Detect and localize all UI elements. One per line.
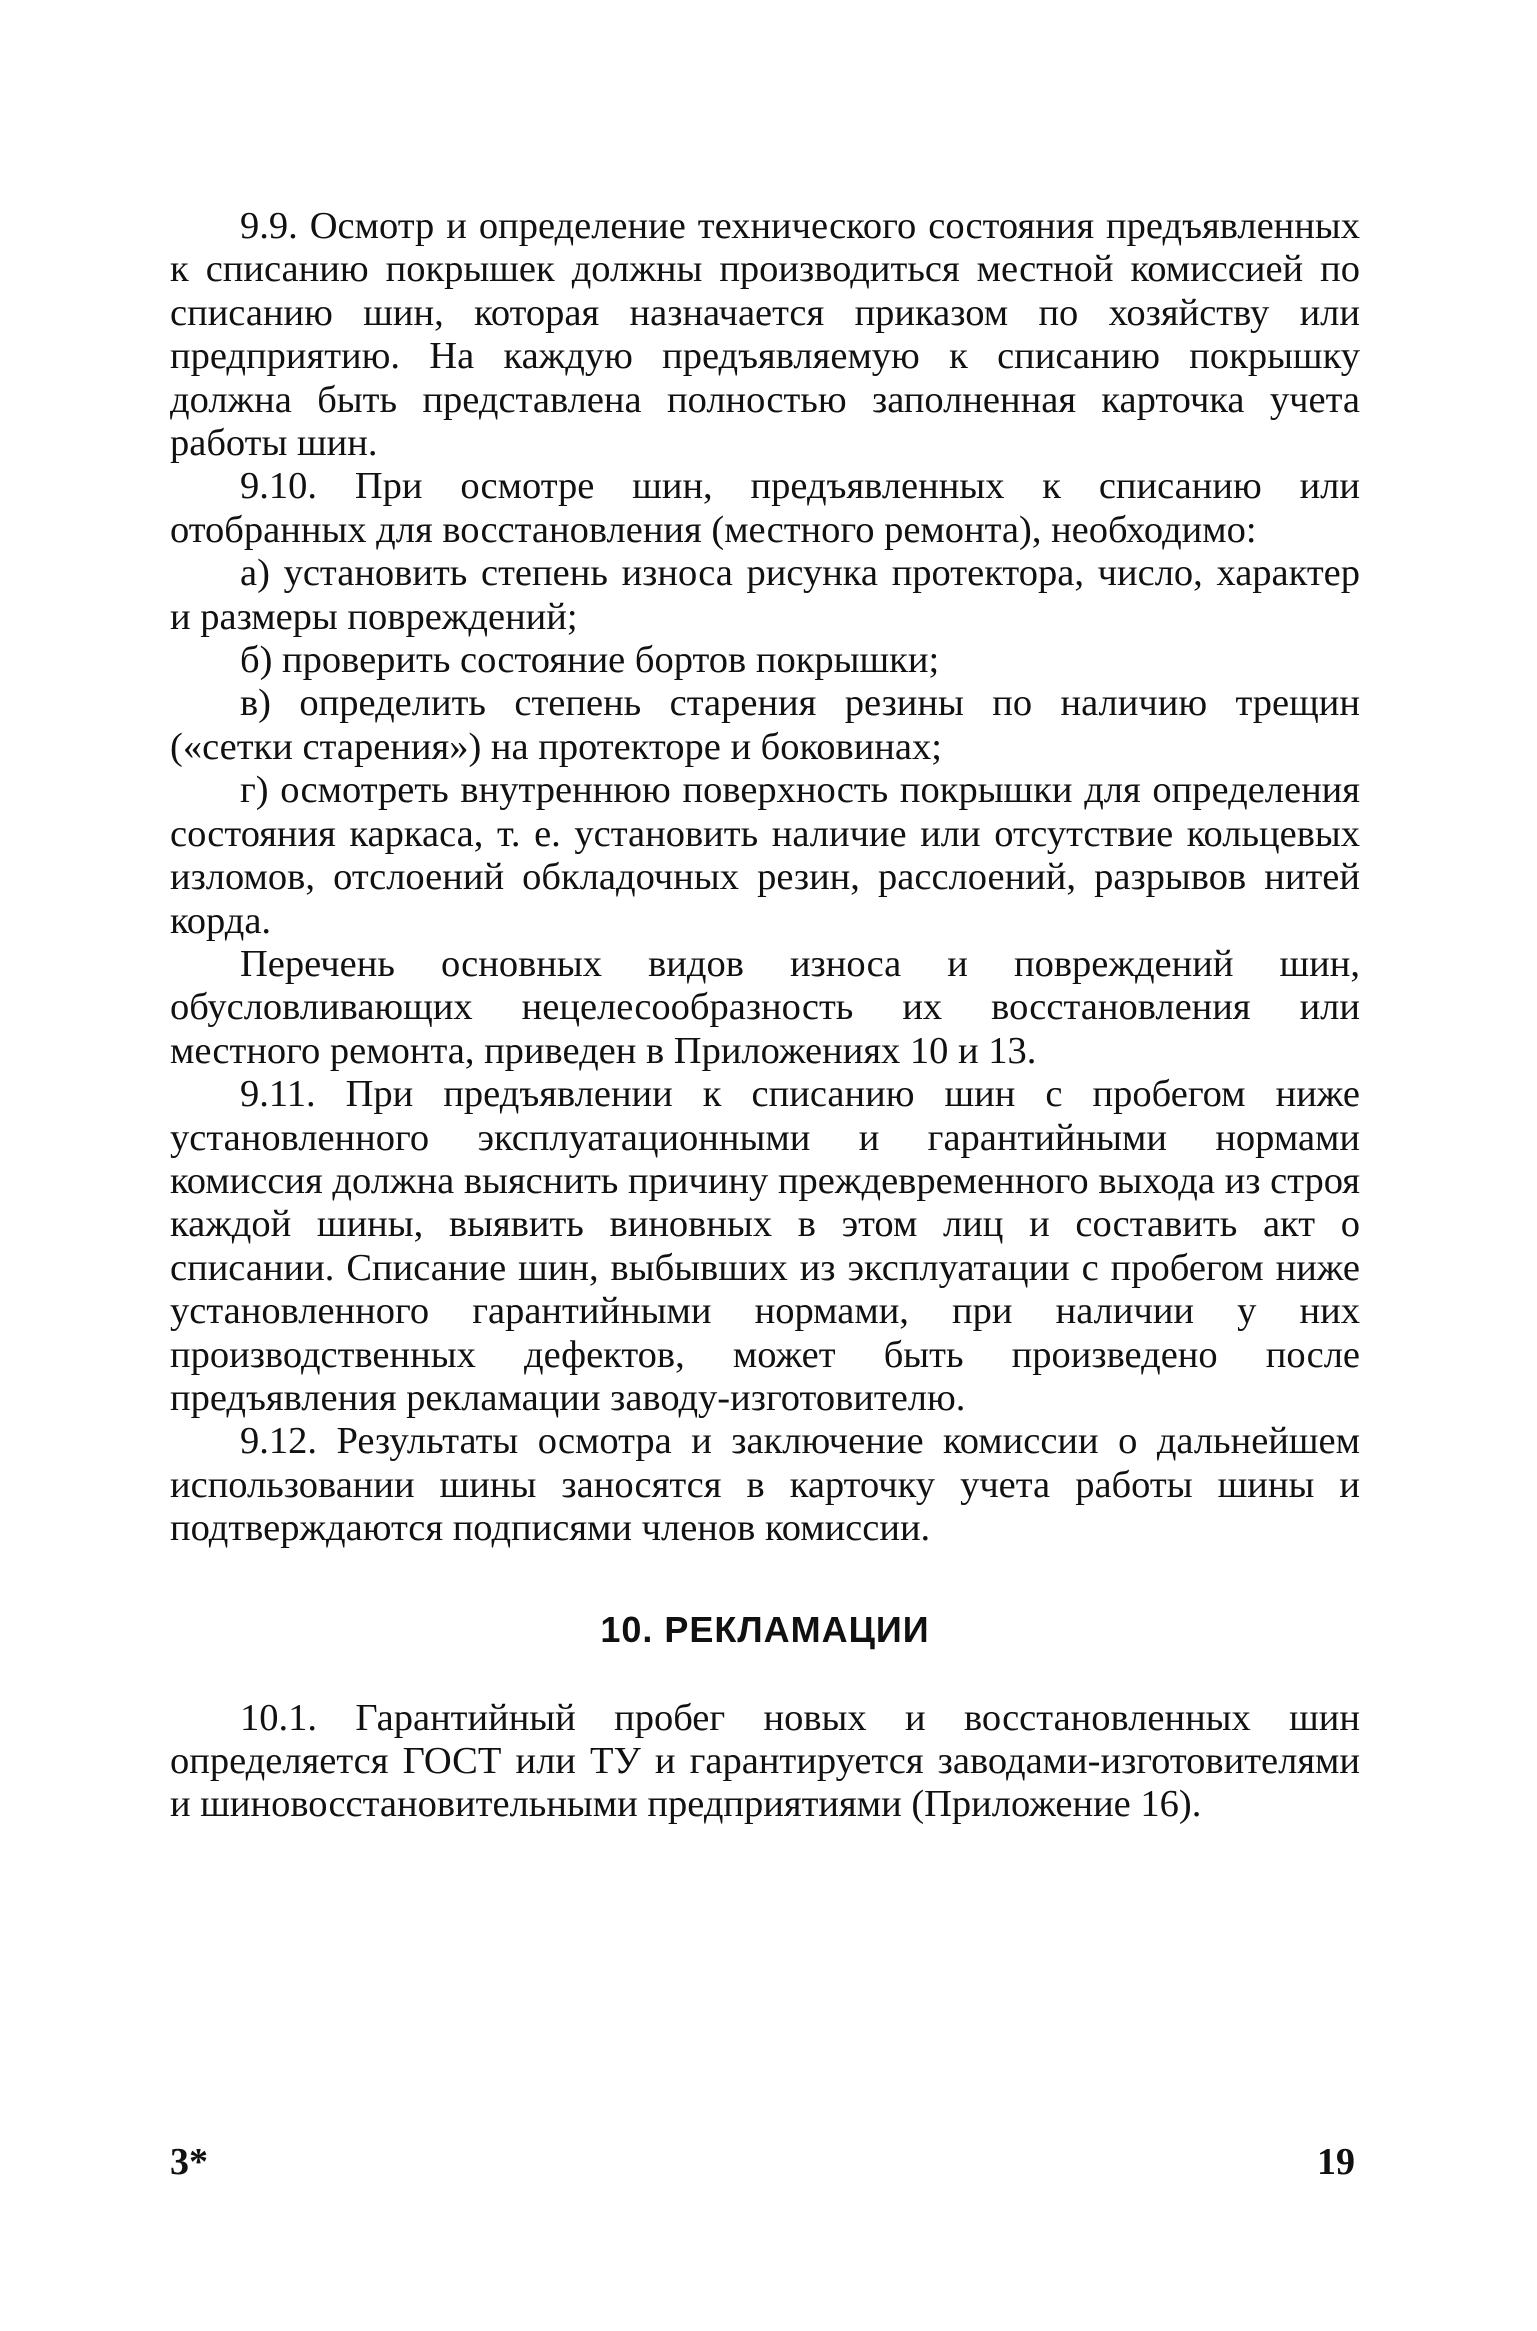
page-body — [170, 205, 1360, 1827]
list-item-a: а) установить степень износа рисунка протектора, число, характер и размеры повреждений; — [170, 552, 1360, 638]
paragraph-9-10: 9.10. При осмотре шин, предъявленных к списанию или отобранных для восстановления (местного ремонта), необходимо: — [170, 465, 1360, 551]
list-item-b: б) проверить состояние бортов покрышки; — [240, 639, 940, 682]
paragraph-10-1: 10.1. Гарантийный пробег новых и восстановленных шин определяется ГОСТ или ТУ и гарантируется заводами-изготовителями и шиновосстановительными предприятиями (Приложение 16). — [170, 1696, 1360, 1826]
paragraph-9-11: 9.11. При предъявлении к списанию шин с пробегом ниже установленного эксплуатационными и гарантийными нормами комиссия должна выяснить причину преждевременного выхода из строя каждой шины, выявить виновных в этом лиц и составить акт о списании. Списание шин, выбывших из эксплуатации с пробегом ниже установленного гарантийными нормами, при наличии у них производственных дефектов, может быть произведено после предъявления рекламации заводу-изготовителю. — [170, 1073, 1360, 1419]
signature-mark: 3* — [170, 2141, 208, 2183]
list-item-g: г) осмотреть внутреннюю поверхность покрышки для определения состояния каркаса, т. е. установить наличие или отсутствие кольцевых изломов, отслоений обкладочных резин, расслоений, разрывов нитей корда. — [170, 769, 1360, 942]
list-item-v: в) определить степень старения резины по наличию трещин («сетки старения») на протекторе и боковинах; — [170, 682, 1360, 768]
section-heading: 10. РЕКЛАМАЦИИ — [600, 1608, 930, 1650]
paragraph-9-9: 9.9. Осмотр и определение технического состояния предъявленных к списанию покрышек должны производиться местной комиссией по списанию шин, которая назначается приказом по хозяйству или предприятию. На каждую предъявляемую к списанию покрышку должна быть представлена полностью заполненная карточка учета работы шин. — [170, 205, 1360, 465]
paragraph-9-12: 9.12. Результаты осмотра и заключение комиссии о дальнейшем использовании шины заносятся в карточку учета работы шины и подтверждаются подписями членов комиссии. — [170, 1420, 1360, 1550]
paragraph-list-note: Перечень основных видов износа и повреждений шин, обусловливающих нецелесообразность их восстановления или местного ремонта, приведен в Приложениях 10 и 13. — [170, 942, 1360, 1072]
page-number: 19 — [1317, 2141, 1355, 2183]
